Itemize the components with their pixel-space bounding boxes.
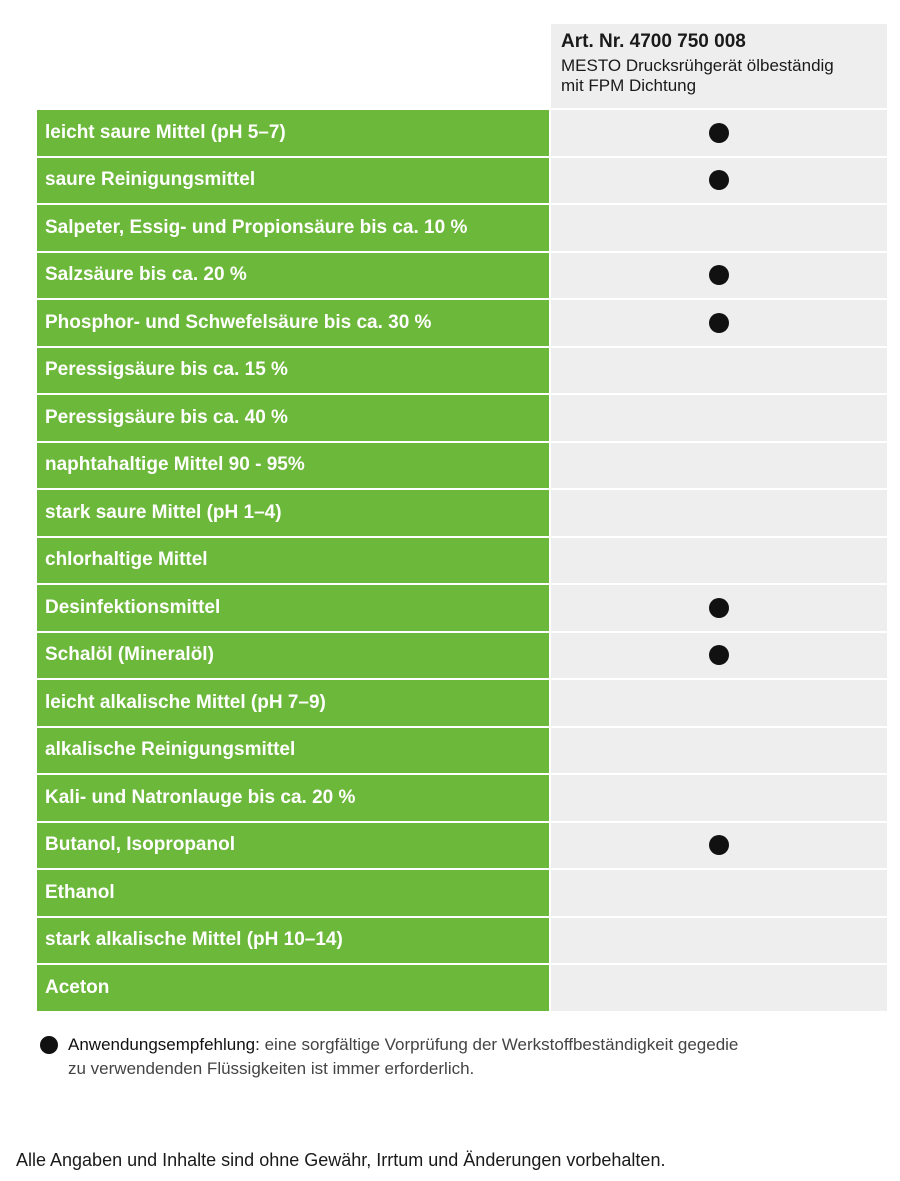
legend-term: Anwendungsempfehlung: bbox=[68, 1035, 260, 1054]
medium-label: leicht saure Mittel (pH 5–7) bbox=[37, 110, 549, 156]
table-row bbox=[37, 585, 887, 631]
recommendation-dot-icon bbox=[709, 170, 729, 190]
medium-label: leicht alkalische Mittel (pH 7–9) bbox=[37, 680, 549, 726]
table-row bbox=[37, 680, 887, 726]
table-row bbox=[37, 775, 887, 821]
recommendation-cell bbox=[551, 775, 887, 821]
table-row bbox=[37, 110, 887, 156]
medium-label: Schalöl (Mineralöl) bbox=[37, 633, 549, 679]
product-name-line1: MESTO Drucksrühgerät ölbeständig bbox=[561, 56, 834, 75]
medium-label: Salzsäure bis ca. 20 % bbox=[37, 253, 549, 299]
recommendation-dot-icon bbox=[709, 123, 729, 143]
table-row bbox=[37, 158, 887, 204]
table-row bbox=[37, 490, 887, 536]
medium-label: Kali- und Natronlauge bis ca. 20 % bbox=[37, 775, 549, 821]
recommendation-cell bbox=[551, 348, 887, 394]
product-name-line2: mit FPM Dichtung bbox=[561, 76, 697, 95]
table-row bbox=[37, 728, 887, 774]
recommendation-cell bbox=[551, 633, 887, 679]
medium-label: alkalische Reinigungsmittel bbox=[37, 728, 549, 774]
table-row bbox=[37, 300, 887, 346]
medium-label: saure Reinigungsmittel bbox=[37, 158, 549, 204]
recommendation-dot-icon bbox=[709, 645, 729, 665]
recommendation-cell bbox=[551, 965, 887, 1011]
recommendation-cell bbox=[551, 110, 887, 156]
legend bbox=[40, 1033, 880, 1081]
legend-text-line1: eine sorgfältige Vorprüfung der Werkstoffbeständigkeit gegedie bbox=[259, 1035, 739, 1054]
table-row bbox=[37, 633, 887, 679]
recommendation-dot-icon bbox=[709, 598, 729, 618]
recommendation-dot-icon bbox=[709, 313, 729, 333]
medium-label: chlorhaltige Mittel bbox=[37, 538, 549, 584]
medium-label: Aceton bbox=[37, 965, 549, 1011]
medium-label: stark alkalische Mittel (pH 10–14) bbox=[37, 918, 549, 964]
table-row bbox=[37, 395, 887, 441]
recommendation-dot-icon bbox=[709, 265, 729, 285]
medium-label: naphtahaltige Mittel 90 - 95% bbox=[37, 443, 549, 489]
table-row bbox=[37, 538, 887, 584]
medium-label: Salpeter, Essig- und Propionsäure bis ca. 10 % bbox=[37, 205, 549, 251]
recommendation-cell bbox=[551, 490, 887, 536]
table-row bbox=[37, 965, 887, 1011]
medium-label: Ethanol bbox=[37, 870, 549, 916]
recommendation-cell bbox=[551, 205, 887, 251]
disclaimer: Alle Angaben und Inhalte sind ohne Gewähr, Irrtum und Änderungen vorbehalten. bbox=[16, 1150, 666, 1170]
recommendation-cell bbox=[551, 158, 887, 204]
table-row bbox=[37, 205, 887, 251]
recommendation-cell bbox=[551, 728, 887, 774]
column-header bbox=[551, 24, 887, 108]
recommendation-cell bbox=[551, 680, 887, 726]
recommendation-cell bbox=[551, 443, 887, 489]
medium-label: Peressigsäure bis ca. 40 % bbox=[37, 395, 549, 441]
medium-label: Butanol, Isopropanol bbox=[37, 823, 549, 869]
table-row bbox=[37, 823, 887, 869]
recommendation-cell bbox=[551, 918, 887, 964]
recommendation-cell bbox=[551, 253, 887, 299]
legend-text bbox=[68, 1033, 738, 1081]
medium-label: stark saure Mittel (pH 1–4) bbox=[37, 490, 549, 536]
table-row bbox=[37, 870, 887, 916]
article-number: Art. Nr. 4700 750 008 bbox=[561, 31, 746, 52]
table-row bbox=[37, 918, 887, 964]
table-row bbox=[37, 348, 887, 394]
legend-text-line2: zu verwendenden Flüssigkeiten ist immer erforderlich. bbox=[68, 1059, 475, 1078]
recommendation-cell bbox=[551, 585, 887, 631]
recommendation-cell bbox=[551, 538, 887, 584]
medium-label: Desinfektionsmittel bbox=[37, 585, 549, 631]
recommendation-dot-icon bbox=[709, 835, 729, 855]
recommendation-dot-icon bbox=[40, 1036, 58, 1054]
medium-label: Phosphor- und Schwefelsäure bis ca. 30 % bbox=[37, 300, 549, 346]
table-row bbox=[37, 443, 887, 489]
recommendation-cell bbox=[551, 870, 887, 916]
table-row bbox=[37, 253, 887, 299]
recommendation-cell bbox=[551, 395, 887, 441]
resistance-table bbox=[37, 110, 887, 1013]
recommendation-cell bbox=[551, 823, 887, 869]
medium-label: Peressigsäure bis ca. 15 % bbox=[37, 348, 549, 394]
recommendation-cell bbox=[551, 300, 887, 346]
